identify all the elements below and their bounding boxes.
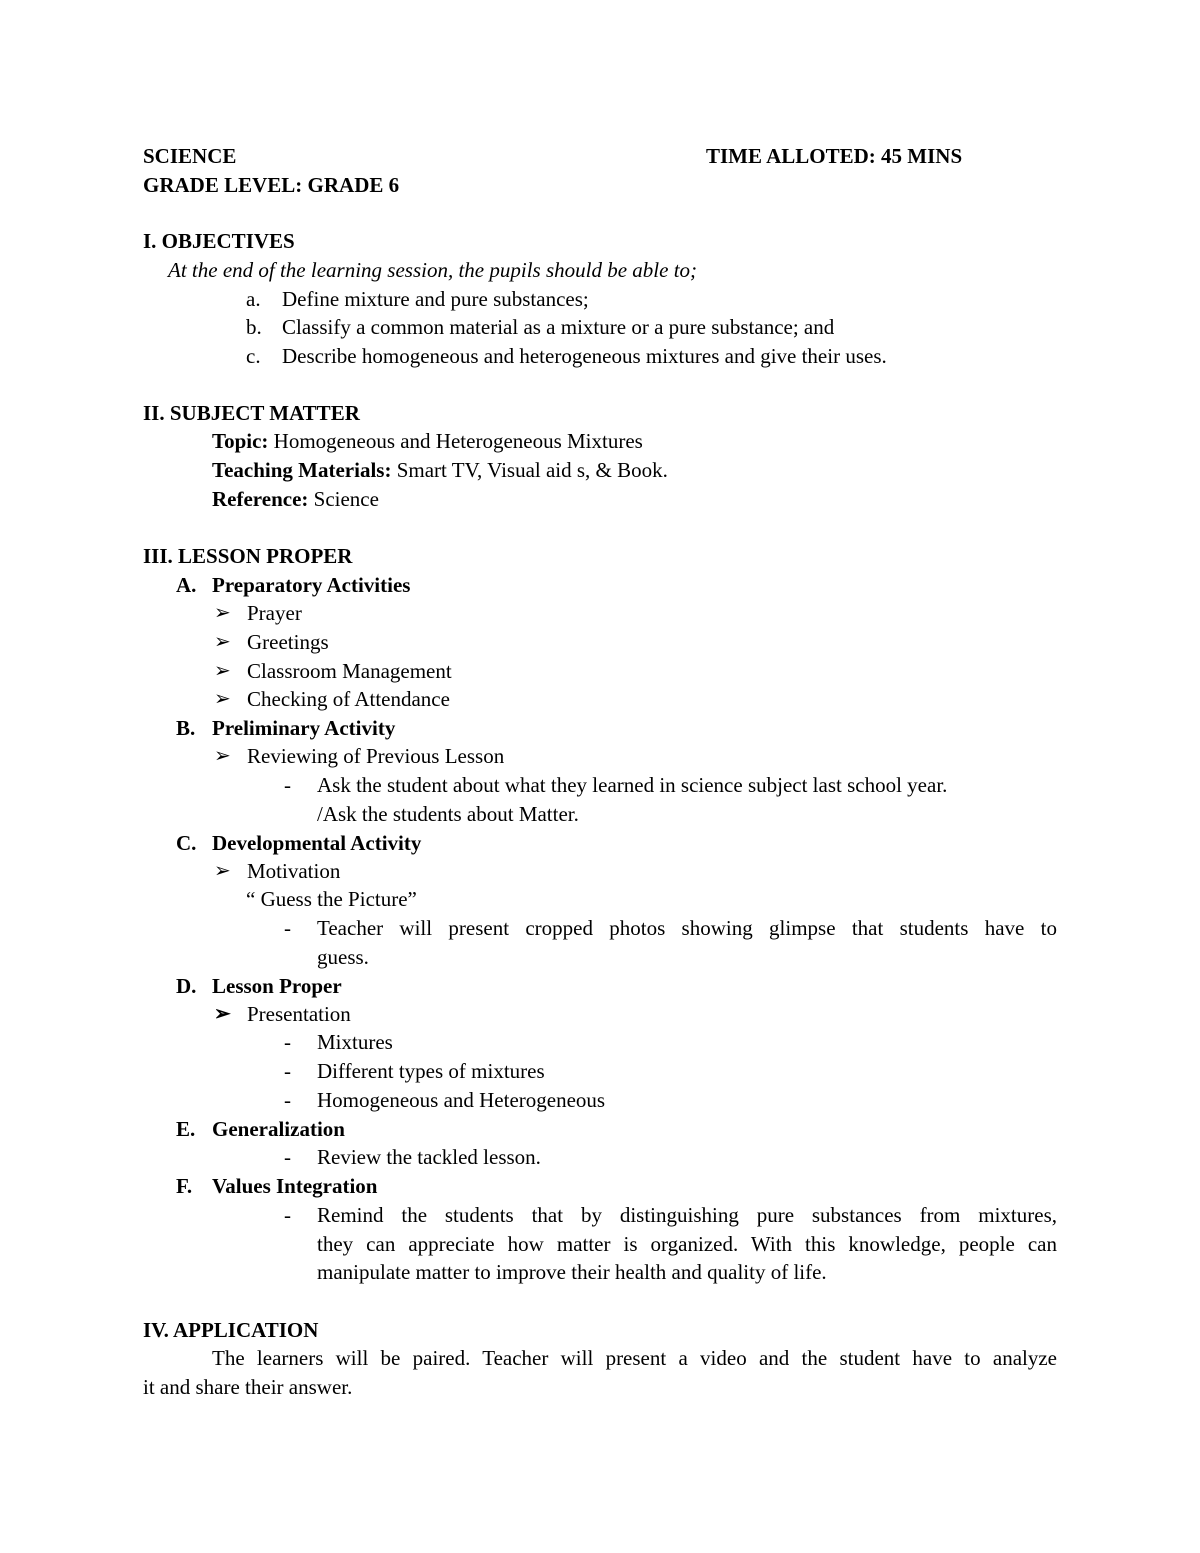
- dash-item: Different types of mixtures: [317, 1059, 545, 1083]
- arrow-bullet-icon: ➢: [214, 688, 231, 710]
- grade-level: GRADE LEVEL: GRADE 6: [143, 173, 400, 197]
- list-item: Checking of Attendance: [247, 687, 450, 711]
- objective-marker: a.: [246, 287, 261, 311]
- lesson-proper-heading: III. LESSON PROPER: [143, 544, 353, 568]
- materials-label: Teaching Materials:: [212, 458, 392, 482]
- dash-marker: -: [284, 773, 291, 797]
- objective-item: Classify a common material as a mixture or a pure substance; and: [282, 315, 835, 339]
- section-d-title: Lesson Proper: [212, 974, 342, 998]
- arrow-bullet-icon: ➢: [214, 631, 231, 653]
- section-e-marker: E.: [176, 1117, 196, 1141]
- objectives-heading: I. OBJECTIVES: [143, 229, 295, 253]
- subject-label: SCIENCE: [143, 144, 237, 168]
- subject-matter-heading: II. SUBJECT MATTER: [143, 401, 360, 425]
- arrow-bullet-icon: ➢: [214, 1003, 231, 1025]
- objective-item: Define mixture and pure substances;: [282, 287, 589, 311]
- list-item: Presentation: [247, 1002, 351, 1026]
- list-item: Greetings: [247, 630, 329, 654]
- materials-line: [212, 456, 668, 485]
- list-item: Motivation: [247, 859, 341, 883]
- dash-marker: -: [284, 916, 291, 940]
- objective-marker: c.: [246, 344, 261, 368]
- arrow-bullet-icon: ➢: [214, 860, 231, 882]
- section-e-title: Generalization: [212, 1117, 345, 1141]
- reference-value: Science: [313, 487, 379, 511]
- dash-item: Homogeneous and Heterogeneous: [317, 1088, 606, 1112]
- materials-value: Smart TV, Visual aid s, & Book.: [396, 458, 668, 482]
- application-heading: IV. APPLICATION: [143, 1318, 319, 1342]
- activity-title: “ Guess the Picture”: [246, 887, 417, 911]
- section-c-title: Developmental Activity: [212, 831, 422, 855]
- section-b-marker: B.: [176, 716, 196, 740]
- reference-line: [212, 485, 379, 514]
- section-a-title: Preparatory Activities: [212, 573, 411, 597]
- dash-item-continued: manipulate matter to improve their health and quality of life.: [317, 1260, 827, 1284]
- dash-item-continued: guess.: [317, 945, 369, 969]
- objectives-intro: At the end of the learning session, the pupils should be able to;: [168, 258, 698, 282]
- dash-item: Review the tackled lesson.: [317, 1145, 541, 1169]
- dash-item: Teacher will present cropped photos showing glimpse that students have to: [317, 916, 1057, 940]
- section-b-title: Preliminary Activity: [212, 716, 396, 740]
- arrow-bullet-icon: ➢: [214, 660, 231, 682]
- section-f-title: Values Integration: [212, 1174, 378, 1198]
- arrow-bullet-icon: ➢: [214, 602, 231, 624]
- section-c-marker: C.: [176, 831, 197, 855]
- objective-marker: b.: [246, 315, 262, 339]
- topic-line: [212, 427, 643, 456]
- dash-item-continued: /Ask the students about Matter.: [317, 802, 579, 826]
- dash-marker: -: [284, 1203, 291, 1227]
- dash-marker: -: [284, 1059, 291, 1083]
- dash-item-continued: they can appreciate how matter is organized. With this knowledge, people can: [317, 1232, 1057, 1256]
- list-item: Reviewing of Previous Lesson: [247, 744, 505, 768]
- objective-item: Describe homogeneous and heterogeneous mixtures and give their uses.: [282, 344, 887, 368]
- section-a-marker: A.: [176, 573, 197, 597]
- dash-marker: -: [284, 1145, 291, 1169]
- list-item: Prayer: [247, 601, 302, 625]
- application-paragraph: The learners will be paired. Teacher will present a video and the student have to analyze: [212, 1346, 1057, 1370]
- dash-item: Remind the students that by distinguishing pure substances from mixtures,: [317, 1203, 1057, 1227]
- time-allotted: TIME ALLOTED: 45 MINS: [706, 144, 963, 168]
- topic-label: Topic:: [212, 429, 269, 453]
- section-d-marker: D.: [176, 974, 197, 998]
- reference-label: Reference:: [212, 487, 309, 511]
- application-paragraph-continued: it and share their answer.: [143, 1375, 353, 1399]
- topic-value: Homogeneous and Heterogeneous Mixtures: [273, 429, 643, 453]
- list-item: Classroom Management: [247, 659, 452, 683]
- dash-item: Ask the student about what they learned in science subject last school year.: [317, 773, 948, 797]
- dash-marker: -: [284, 1030, 291, 1054]
- section-f-marker: F.: [176, 1174, 193, 1198]
- dash-marker: -: [284, 1088, 291, 1112]
- dash-item: Mixtures: [317, 1030, 393, 1054]
- arrow-bullet-icon: ➢: [214, 745, 231, 767]
